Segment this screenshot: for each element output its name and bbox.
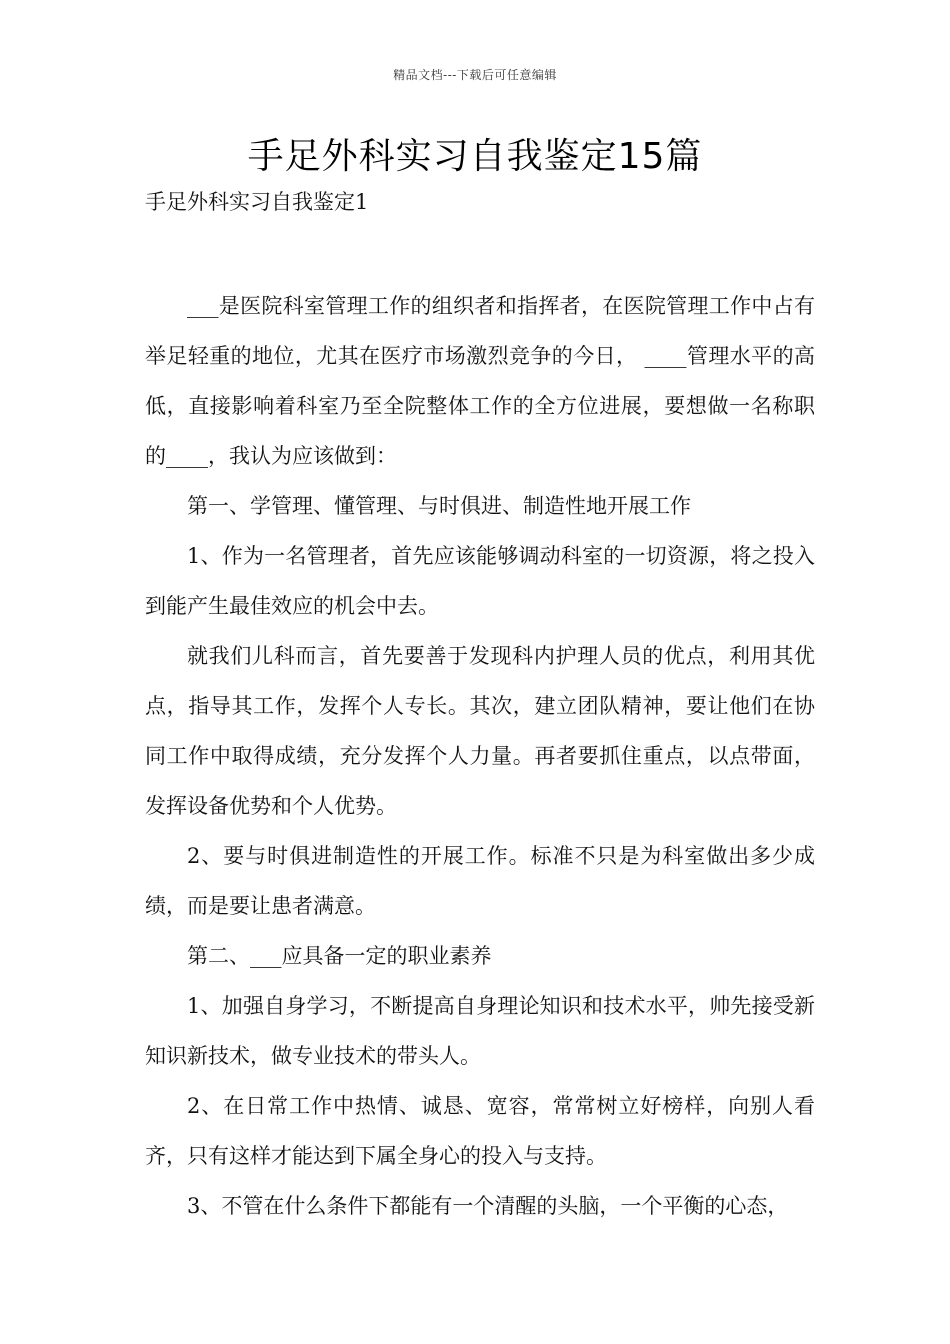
paragraph-item: 1、作为一名管理者，首先应该能够调动科室的一切资源，将之投入到能产生最佳效应的机会中去。: [145, 544, 815, 618]
paragraph-intro: ___是医院科室管理工作的组织者和指挥者，在医院管理工作中占有举足轻重的地位，尤其在医疗市场激烈竞争的今日， ____管理水平的高低，直接影响着科室乃至全院整体工作的全方位进展，要想做一名称职的____，我认为应该做到：: [145, 294, 815, 468]
paragraph-heading-first: 第一、学管理、懂管理、与时俱进、制造性地开展工作: [187, 494, 691, 518]
section-title: 手足外科实习自我鉴定1: [145, 190, 369, 214]
paragraph-item: 3、不管在什么条件下都能有一个清醒的头脑，一个平衡的心态，: [187, 1194, 789, 1218]
paragraph-item: 就我们儿科而言，首先要善于发现科内护理人员的优点，利用其优点，指导其工作，发挥个人专长。其次，建立团队精神，要让他们在协同工作中取得成绩，充分发挥个人力量。再者要抓住重点，以点带面，发挥设备优势和个人优势。: [145, 644, 815, 818]
document-body: [145, 281, 815, 1231]
paragraph-item: 1、加强自身学习，不断提高自身理论知识和技术水平，帅先接受新知识新技术，做专业技术的带头人。: [145, 994, 815, 1068]
document-title: 手足外科实习自我鉴定15篇: [247, 136, 703, 177]
paragraph-item: 2、要与时俱进制造性的开展工作。标准不只是为科室做出多少成绩，而是要让患者满意。: [145, 844, 815, 918]
paragraph-heading-second: 第二、___应具备一定的职业素养: [187, 944, 492, 968]
header-note: 精品文档---下载后可任意编辑: [393, 68, 557, 82]
paragraph-item: 2、在日常工作中热情、诚恳、宽容，常常树立好榜样，向别人看齐，只有这样才能达到下属全身心的投入与支持。: [145, 1094, 815, 1168]
